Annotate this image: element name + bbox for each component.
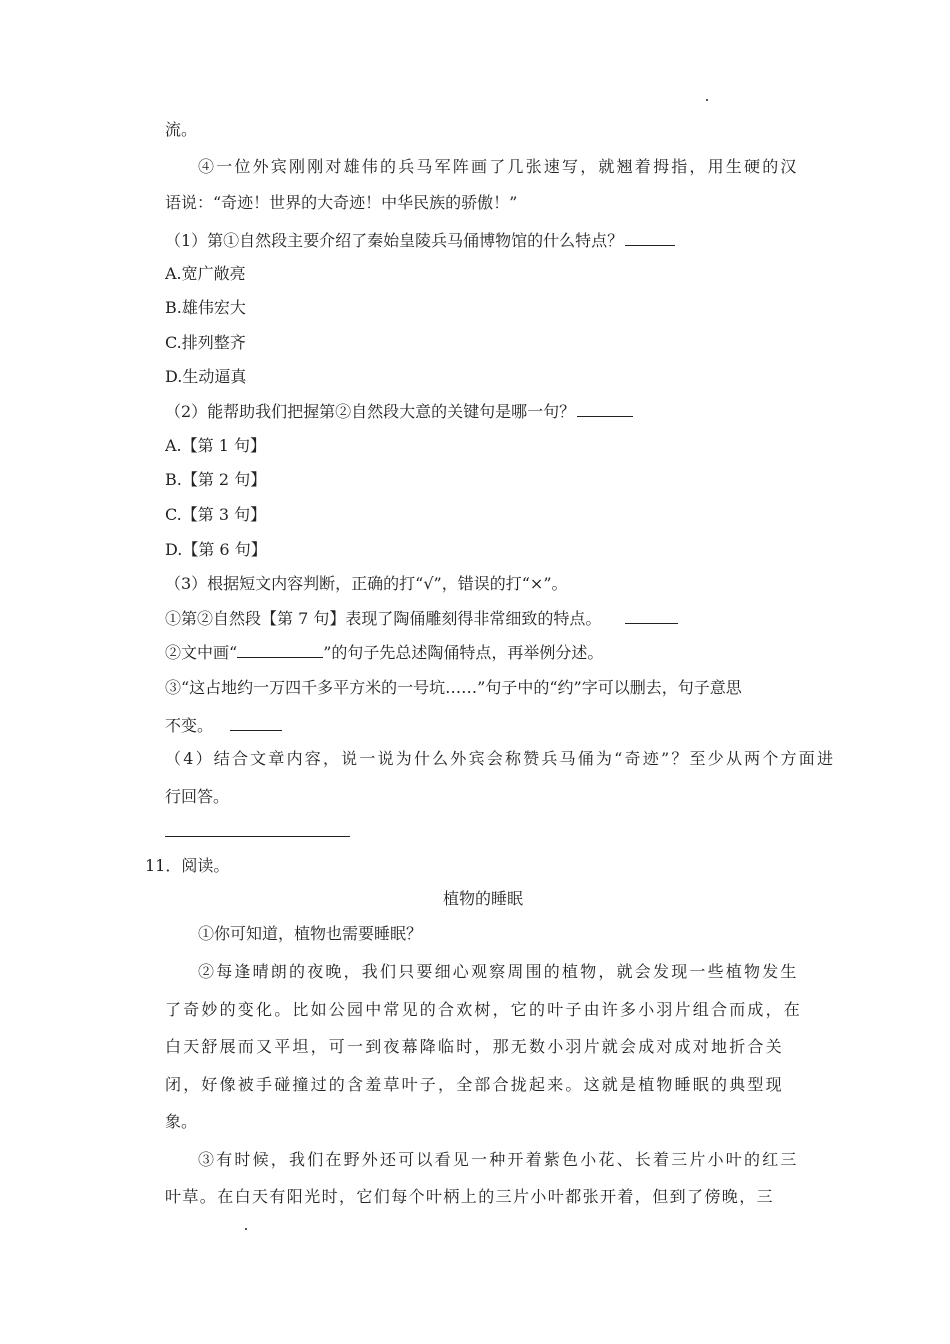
answer-blank[interactable] xyxy=(625,231,675,246)
question-2-text: （2）能帮助我们把握第②自然段大意的关键句是哪一句？ xyxy=(165,402,576,421)
article-paragraph-1: ①你可知道，植物也需要睡眠？ xyxy=(198,924,423,943)
question-3: （3）根据短文内容判断，正确的打“√”，错误的打“×”。 xyxy=(165,574,568,593)
judgement-item-1 xyxy=(165,609,678,629)
scan-dot-bottom xyxy=(245,1228,247,1230)
article-paragraph-3-line: 叶草。在白天有阳光时，它们每个叶柄上的三片小叶都张开着，但到了傍晚，三 xyxy=(165,1187,775,1206)
option-c[interactable]: C.排列整齐 xyxy=(165,333,246,352)
paragraph-line: 流。 xyxy=(165,120,198,139)
question-1-text: （1）第①自然段主要介绍了秦始皇陵兵马俑博物馆的什么特点？ xyxy=(165,231,624,250)
answer-blank[interactable] xyxy=(230,716,282,731)
article-paragraph-2-line: 了奇妙的变化。比如公园中常见的合欢树，它的叶子由许多小羽片组合而成，在 xyxy=(165,1000,803,1019)
article-paragraph-2-line: 白天舒展而又平坦，可一到夜幕降临时，那无数小羽片就会成对成对地折合关 xyxy=(165,1037,784,1056)
article-paragraph-2-line: 闭，好像被手碰撞过的含羞草叶子，全部合拢起来。这就是植物睡眠的典型现 xyxy=(165,1075,784,1094)
answer-line[interactable] xyxy=(165,836,350,837)
paragraph-4-line: ④一位外宾刚刚对雄伟的兵马军阵画了几张速写，就翘着拇指，用生硬的汉 xyxy=(198,157,799,176)
question-11-heading: 11．阅读。 xyxy=(145,856,230,875)
judgement-item-1-text: ①第②自然段【第 7 句】表现了陶俑雕刻得非常细致的特点。 xyxy=(165,609,602,628)
option-c[interactable]: C.【第 3 句】 xyxy=(165,505,267,524)
judgement-item-2 xyxy=(165,643,603,663)
option-a[interactable]: A.【第 1 句】 xyxy=(165,436,266,455)
article-paragraph-2-line: ②每逢晴朗的夜晚，我们只要细心观察周围的植物，就会发现一些植物发生 xyxy=(198,962,799,981)
option-d[interactable]: D.【第 6 句】 xyxy=(165,540,267,559)
question-1 xyxy=(165,231,675,251)
answer-blank[interactable] xyxy=(577,402,633,417)
paragraph-4-line: 语说：“奇迹！世界的大奇迹！中华民族的骄傲！” xyxy=(165,193,518,212)
judgement-item-2-text-start: ②文中画“ xyxy=(165,643,238,662)
option-b[interactable]: B.【第 2 句】 xyxy=(165,470,267,489)
question-4-cont: 行回答。 xyxy=(165,787,230,806)
option-a[interactable]: A.宽广敞亮 xyxy=(165,264,246,283)
judgement-item-3-text: 不变。 xyxy=(165,716,214,735)
judgement-item-3-cont xyxy=(165,716,282,736)
article-paragraph-3-line: ③有时候，我们在野外还可以看见一种开着紫色小花、长着三片小叶的红三 xyxy=(198,1150,799,1169)
judgement-item-2-text-end: ”的句子先总述陶俑特点，再举例分述。 xyxy=(323,643,604,662)
answer-blank[interactable] xyxy=(237,643,323,658)
answer-blank[interactable] xyxy=(625,609,678,624)
question-2 xyxy=(165,402,633,422)
option-b[interactable]: B.雄伟宏大 xyxy=(165,298,246,317)
article-title: 植物的睡眠 xyxy=(443,889,524,908)
article-paragraph-2-line: 象。 xyxy=(165,1112,198,1131)
option-d[interactable]: D.生动逼真 xyxy=(165,367,247,386)
scan-dot-top xyxy=(706,99,708,101)
question-4: （4）结合文章内容，说一说为什么外宾会称赞兵马俑为“奇迹”？至少从两个方面进 xyxy=(165,749,836,768)
judgement-item-3: ③“这占地约一万四千多平方米的一号坑……”句子中的“约”字可以删去，句子意思 xyxy=(165,678,742,697)
